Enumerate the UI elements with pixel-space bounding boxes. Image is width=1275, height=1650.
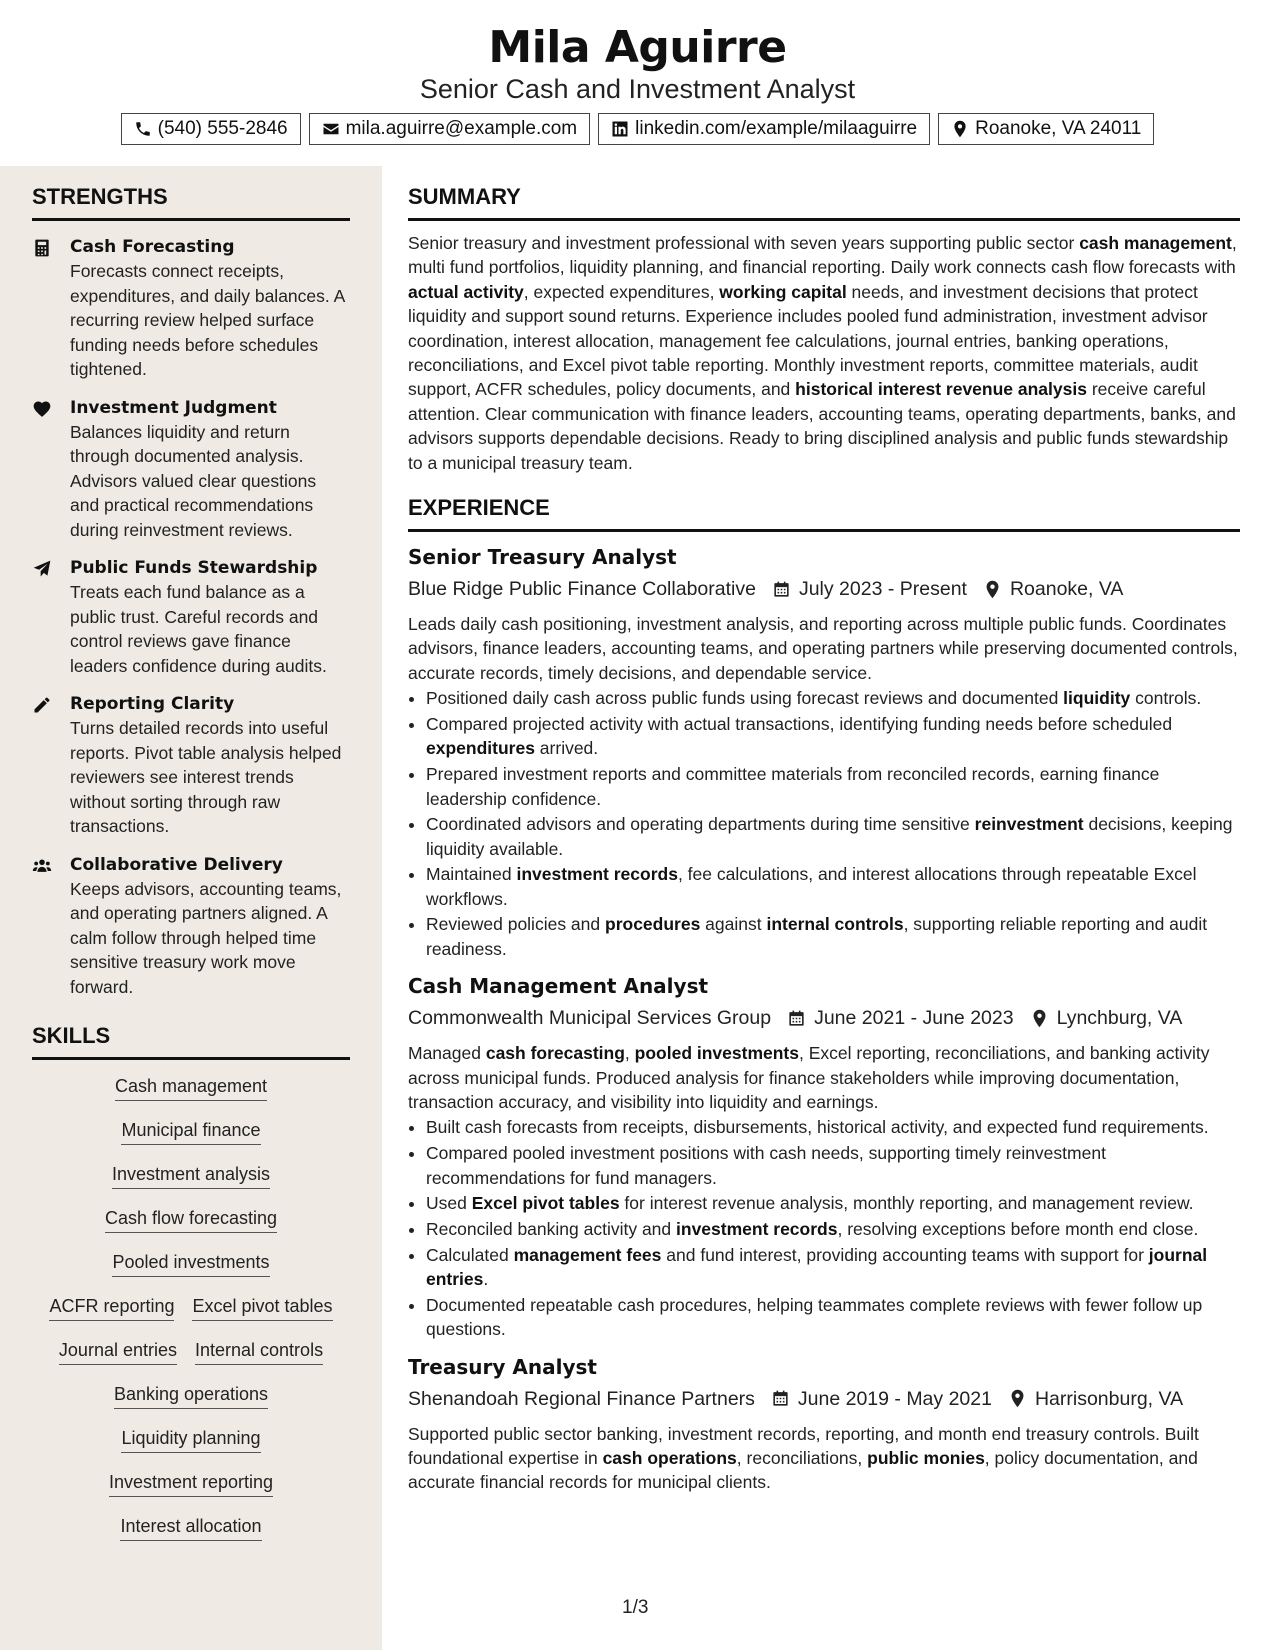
job-bullet: • Positioned daily cash across public funds using forecast reviews and documented liquidity controls. bbox=[426, 686, 1240, 710]
job-dates: June 2019 - May 2021 bbox=[797, 1387, 992, 1410]
email-text: mila.aguirre@example.com bbox=[345, 118, 578, 139]
job-bullet: • Built cash forecasts from receipts, disbursements, historical activity, and expected fund requirements. bbox=[426, 1115, 1240, 1139]
phone-text: (540) 555-2846 bbox=[157, 118, 288, 139]
skill-tag: Interest allocation bbox=[120, 1514, 261, 1541]
map-marker-icon bbox=[1030, 1009, 1049, 1028]
skills-row bbox=[32, 1162, 350, 1206]
skills-row bbox=[32, 1514, 350, 1558]
emphasis-text: internal controls bbox=[766, 914, 904, 935]
strength-body bbox=[70, 556, 350, 678]
users-icon bbox=[32, 856, 52, 876]
strengths-list bbox=[32, 235, 350, 999]
emphasis-text: working capital bbox=[719, 281, 847, 302]
job-title: Treasury Analyst bbox=[408, 1354, 597, 1379]
skills-row bbox=[32, 1470, 350, 1514]
emphasis-text: liquidity bbox=[1063, 688, 1131, 709]
pencil-icon bbox=[32, 695, 52, 715]
skills-row bbox=[32, 1118, 350, 1162]
skill-tag: Liquidity planning bbox=[121, 1426, 260, 1453]
strength-title: Public Funds Stewardship bbox=[70, 558, 318, 578]
summary-heading: SUMMARY bbox=[408, 184, 1240, 221]
job-location: Roanoke, VA bbox=[1009, 578, 1124, 601]
job-company: Blue Ridge Public Finance Collaborative bbox=[408, 578, 756, 601]
skills-row bbox=[32, 1074, 350, 1118]
strength-item bbox=[32, 853, 350, 1000]
contact-linkedin[interactable] bbox=[598, 113, 930, 145]
strength-icon-wrap bbox=[32, 853, 70, 1000]
strength-item bbox=[32, 396, 350, 543]
strength-title: Investment Judgment bbox=[70, 397, 277, 418]
emphasis-text: public monies bbox=[867, 1448, 985, 1468]
skills-row bbox=[32, 1250, 350, 1294]
emphasis-text: management fees bbox=[513, 1244, 662, 1265]
job-entry bbox=[408, 971, 1240, 1341]
skills-list bbox=[32, 1074, 350, 1558]
job-description: Managed cash forecasting, pooled investments, Excel reporting, reconciliations, and banking activity across municipal funds. Produced analysis for finance stakeholders while improving documentation, transaction accuracy, and visibility into liquidity and earnings. bbox=[408, 1043, 1210, 1113]
location-text: Roanoke, VA 24011 bbox=[975, 118, 1142, 139]
job-entry bbox=[408, 1352, 1240, 1495]
job-bullet: • Maintained investment records, fee calculations, and interest allocations through repeatable Excel workflows. bbox=[426, 862, 1240, 911]
strength-text: Keeps advisors, accounting teams, and operating partners aligned. A calm follow through helped time sensitive treasury work move forward. bbox=[70, 878, 342, 997]
emphasis-text: cash operations bbox=[602, 1448, 737, 1468]
contact-phone[interactable] bbox=[121, 113, 301, 145]
sidebar bbox=[0, 166, 382, 1650]
job-description: Leads daily cash positioning, investment analysis, and reporting across multiple public funds. Coordinates advisors, finance leaders, accounting teams, and operating partners while preserving documented controls, accurate records, timely decisions, and dependable service. bbox=[408, 614, 1238, 683]
calculator-icon bbox=[32, 238, 52, 258]
job-bullet: • Reconciled banking activity and investment records, resolving exceptions before month end close. bbox=[426, 1217, 1240, 1241]
paper-plane-icon bbox=[32, 559, 52, 579]
calendar-icon bbox=[787, 1009, 806, 1028]
job-bullet: • Compared projected activity with actual transactions, identifying funding needs before scheduled expenditures arrived. bbox=[426, 712, 1240, 761]
experience-heading: EXPERIENCE bbox=[408, 495, 1240, 532]
map-marker-icon bbox=[1008, 1389, 1027, 1408]
strength-item bbox=[32, 556, 350, 678]
job-company: Shenandoah Regional Finance Partners bbox=[408, 1387, 755, 1410]
skill-tag: Investment analysis bbox=[112, 1162, 270, 1189]
job-title: Senior Treasury Analyst bbox=[408, 545, 677, 570]
strength-icon-wrap bbox=[32, 692, 70, 839]
emphasis-text: reinvestment bbox=[974, 814, 1084, 835]
job-bullet: • Reviewed policies and procedures against internal controls, supporting reliable reporting and audit readiness. bbox=[426, 912, 1240, 961]
strength-body bbox=[70, 235, 350, 382]
skill-tag: Municipal finance bbox=[121, 1118, 260, 1145]
candidate-title: Senior Cash and Investment Analyst bbox=[419, 74, 856, 104]
strength-icon-wrap bbox=[32, 556, 70, 678]
emphasis-text: actual activity bbox=[408, 281, 524, 302]
skill-tag: Cash management bbox=[115, 1074, 267, 1101]
skills-row bbox=[32, 1338, 350, 1382]
main-content bbox=[408, 166, 1240, 1495]
job-bullet: • Prepared investment reports and committee materials from reconciled records, earning finance leadership confidence. bbox=[426, 762, 1240, 811]
strength-body bbox=[70, 396, 350, 543]
skills-row bbox=[32, 1382, 350, 1426]
skills-row bbox=[32, 1426, 350, 1470]
job-entry bbox=[408, 542, 1240, 961]
job-bullet: • Compared pooled investment positions with cash needs, supporting timely reinvestment recommendations for fund managers. bbox=[426, 1141, 1240, 1190]
strengths-heading: STRENGTHS bbox=[32, 184, 350, 221]
strength-icon-wrap bbox=[32, 235, 70, 382]
job-bullets bbox=[408, 686, 1240, 961]
envelope-icon bbox=[322, 120, 340, 138]
strength-text: Treats each fund balance as a public trust. Careful records and control reviews gave finance leaders confidence during audits. bbox=[70, 582, 327, 676]
strength-title: Cash Forecasting bbox=[70, 237, 235, 257]
skills-row bbox=[32, 1294, 350, 1338]
linkedin-text: linkedin.com/example/milaaguirre bbox=[635, 118, 918, 139]
job-meta bbox=[408, 574, 1240, 604]
emphasis-text: Excel pivot tables bbox=[471, 1193, 620, 1214]
summary-text: Senior treasury and investment professional with seven years supporting public sector cash management, multi fund portfolios, liquidity planning, and financial reporting. Daily work connects cash flow forecasts with actual activity, expected expenditures, working capital needs, and investment decisions that protect liquidity and support sound returns. Experience includes pooled fund administration, investment advisor coordination, interest allocation, management fee calculations, journal entries, banking operations, reconciliations, and Excel pivot table reporting. Monthly investment reports, committee materials, audit support, ACFR schedules, policy documents, and historical interest revenue analysis receive careful attention. Clear communication with finance leaders, accounting teams, operating departments, banks, and advisors supports dependable decisions. Ready to bring disciplined analysis and public funds stewardship to a municipal treasury team. bbox=[408, 233, 1237, 473]
job-dates: July 2023 - Present bbox=[798, 578, 967, 601]
emphasis-text: cash forecasting bbox=[485, 1043, 625, 1064]
strength-body bbox=[70, 853, 350, 1000]
candidate-name: Mila Aguirre bbox=[488, 22, 787, 73]
emphasis-text: cash management bbox=[1079, 233, 1232, 253]
strength-text: Turns detailed records into useful reports. Pivot table analysis helped reviewers see interest trends without sorting through raw transactions. bbox=[70, 718, 342, 836]
job-dates: June 2021 - June 2023 bbox=[814, 1007, 1014, 1030]
emphasis-text: historical interest revenue analysis bbox=[795, 379, 1087, 400]
contact-location bbox=[938, 113, 1154, 145]
skill-tag: Pooled investments bbox=[112, 1250, 269, 1277]
strength-text: Forecasts connect receipts, expenditures, and daily balances. A recurring review helped surface funding needs before schedules tightened. bbox=[70, 261, 345, 379]
skills-heading: SKILLS bbox=[32, 1023, 350, 1060]
emphasis-text: procedures bbox=[605, 914, 701, 935]
page-number: 1/3 bbox=[622, 1597, 649, 1618]
emphasis-text: journal entries bbox=[426, 1244, 1208, 1290]
strength-item bbox=[32, 235, 350, 382]
job-meta bbox=[408, 1003, 1240, 1033]
strength-item bbox=[32, 692, 350, 839]
strength-icon-wrap bbox=[32, 396, 70, 543]
emphasis-text: pooled investments bbox=[634, 1043, 799, 1064]
job-company: Commonwealth Municipal Services Group bbox=[408, 1007, 772, 1030]
job-title: Cash Management Analyst bbox=[408, 974, 709, 999]
linkedin-icon bbox=[611, 120, 629, 138]
calendar-icon bbox=[772, 580, 791, 599]
strength-title: Collaborative Delivery bbox=[70, 854, 283, 875]
heart-icon bbox=[32, 399, 52, 419]
map-marker-icon bbox=[983, 580, 1002, 599]
job-bullets bbox=[408, 1115, 1240, 1341]
job-bullet: • Used Excel pivot tables for interest revenue analysis, monthly reporting, and management review. bbox=[426, 1191, 1240, 1215]
job-location: Harrisonburg, VA bbox=[1034, 1387, 1184, 1410]
strength-title: Reporting Clarity bbox=[70, 694, 235, 714]
emphasis-text: investment records bbox=[676, 1218, 838, 1239]
calendar-icon bbox=[771, 1389, 790, 1408]
job-meta bbox=[408, 1384, 1240, 1414]
strength-text: Balances liquidity and return through documented analysis. Advisors valued clear questions and practical recommendations during reinvestment reviews. bbox=[70, 421, 317, 540]
job-bullet: • Calculated management fees and fund interest, providing accounting teams with support for journal entries. bbox=[426, 1243, 1240, 1292]
skill-tag: Journal entries bbox=[59, 1338, 177, 1365]
contact-email[interactable] bbox=[309, 113, 591, 145]
contact-bar bbox=[0, 113, 1275, 145]
resume-header bbox=[0, 0, 1275, 166]
phone-icon bbox=[134, 120, 152, 138]
skill-tag: Cash flow forecasting bbox=[105, 1206, 277, 1233]
emphasis-text: expenditures bbox=[426, 738, 535, 759]
experience-list bbox=[408, 542, 1240, 1495]
strength-body bbox=[70, 692, 350, 839]
skill-tag: ACFR reporting bbox=[49, 1294, 174, 1321]
job-description: Supported public sector banking, investment records, reporting, and month end treasury controls. Built foundational expertise in cash operations, reconciliations, public monies, policy documentation, and accurate financial records for municipal clients. bbox=[408, 1423, 1199, 1493]
map-marker-icon bbox=[951, 120, 969, 138]
job-location: Lynchburg, VA bbox=[1056, 1007, 1183, 1030]
skill-tag: Banking operations bbox=[114, 1382, 268, 1409]
skills-row bbox=[32, 1206, 350, 1250]
skill-tag: Internal controls bbox=[195, 1338, 323, 1365]
job-bullet: • Coordinated advisors and operating departments during time sensitive reinvestment decisions, keeping liquidity available. bbox=[426, 812, 1240, 861]
skill-tag: Excel pivot tables bbox=[192, 1294, 332, 1321]
emphasis-text: investment records bbox=[516, 864, 678, 885]
job-bullet: • Documented repeatable cash procedures, helping teammates complete reviews with fewer follow up questions. bbox=[426, 1293, 1240, 1342]
skill-tag: Investment reporting bbox=[109, 1470, 273, 1497]
